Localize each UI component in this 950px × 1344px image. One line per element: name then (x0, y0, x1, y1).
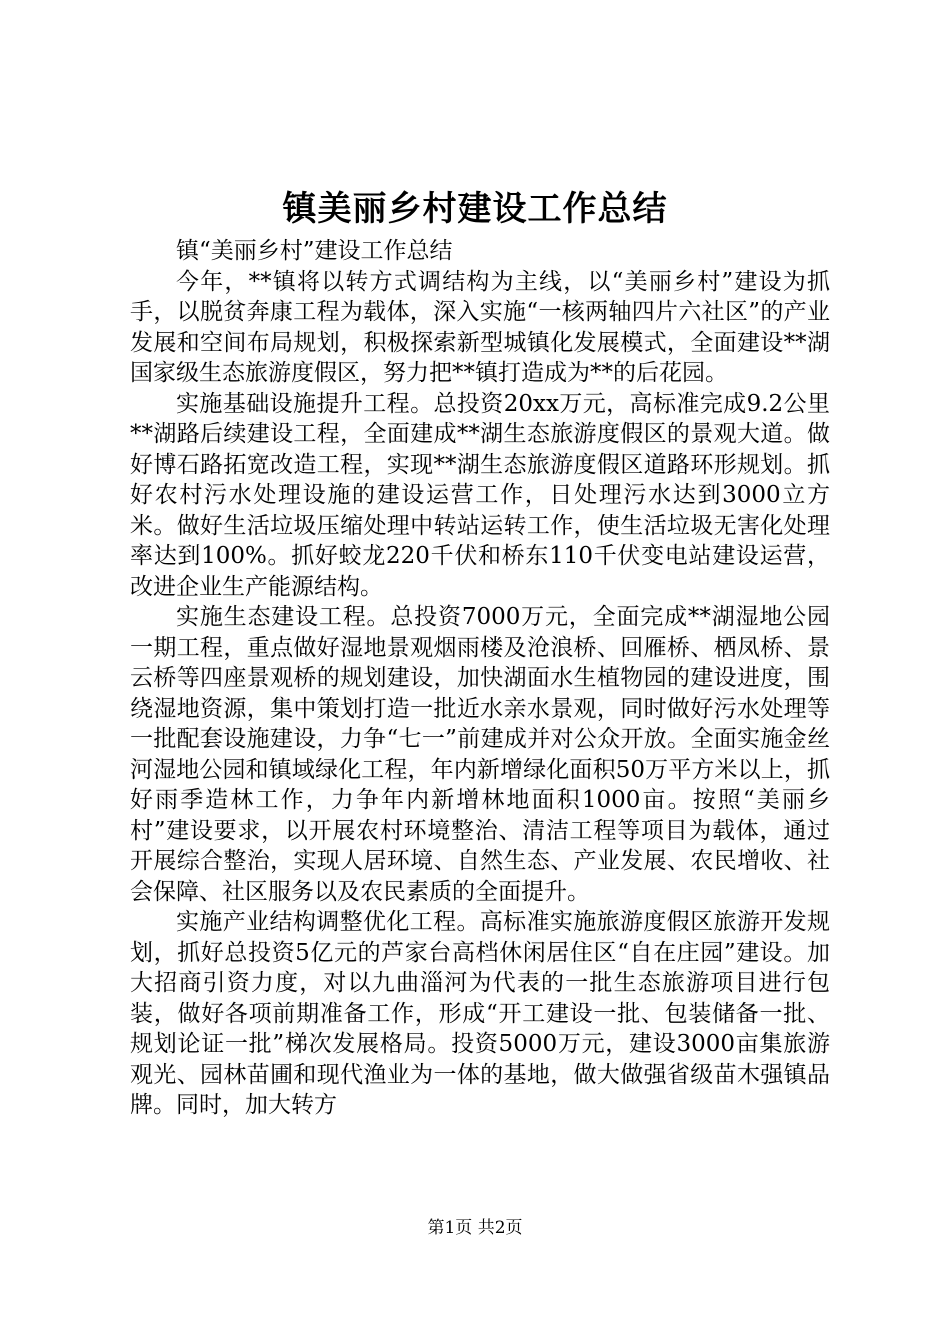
document-title: 镇美丽乡村建设工作总结 (282, 189, 668, 229)
document-body (130, 236, 830, 1121)
paragraph-ecology: 实施生态建设工程。总投资7000万元，全面完成**湖湿地公园一期工程，重点做好湿地景观烟雨楼及沧浪桥、回雁桥、栖凤桥、景云桥等四座景观桥的规划建设，加快湖面水生植物园的建设进度，围绕湿地资源，集中策划打造一批近水亲水景观，同时做好污水处理等一批配套设施建设，力争“七一”前建成并对公众开放。全面实施金丝河湿地公园和镇域绿化工程，年内新增绿化面积50万平方米以上，抓好雨季造林工作，力争年内新增林地面积1000亩。按照“美丽乡村”建设要求，以开展农村环境整治、清洁工程等项目为载体，通过开展综合整治，实现人居环境、自然生态、产业发展、农民增收、社会保障、社区服务以及农民素质的全面提升。 (130, 604, 830, 905)
document-subtitle: 镇“美丽乡村”建设工作总结 (176, 238, 453, 264)
paragraph-intro: 今年，**镇将以转方式调结构为主线，以“美丽乡村”建设为抓手，以脱贫奔康工程为载体，深入实施“一核两轴四片六社区”的产业发展和空间布局规划，积极探索新型城镇化发展模式，全面建设**湖国家级生态旅游度假区，努力把**镇打造成为**的后花园。 (130, 268, 830, 386)
page-number-footer: 第1页 共2页 (427, 1218, 523, 1238)
paragraph-infrastructure: 实施基础设施提升工程。总投资20xx万元，高标准完成9.2公里**湖路后续建设工程，全面建成**湖生态旅游度假区的景观大道。做好博石路拓宽改造工程，实现**湖生态旅游度假区道路环形规划。抓好农村污水处理设施的建设运营工作，日处理污水达到3000立方米。做好生活垃圾压缩处理中转站运转工作，使生活垃圾无害化处理率达到100%。抓好蛟龙220千伏和桥东110千伏变电站建设运营，改进企业生产能源结构。 (130, 390, 830, 600)
paragraph-industry: 实施产业结构调整优化工程。高标准实施旅游度假区旅游开发规划，抓好总投资5亿元的芦家台高档休闲居住区“自在庄园”建设。加大招商引资力度，对以九曲淄河为代表的一批生态旅游项目进行包装，做好各项前期准备工作，形成“开工建设一批、包装储备一批、规划论证一批”梯次发展格局。投资5000万元，建设3000亩集旅游观光、园林苗圃和现代渔业为一体的基地，做大做强省级苗木强镇品牌。同时，加大转方 (130, 909, 830, 1118)
